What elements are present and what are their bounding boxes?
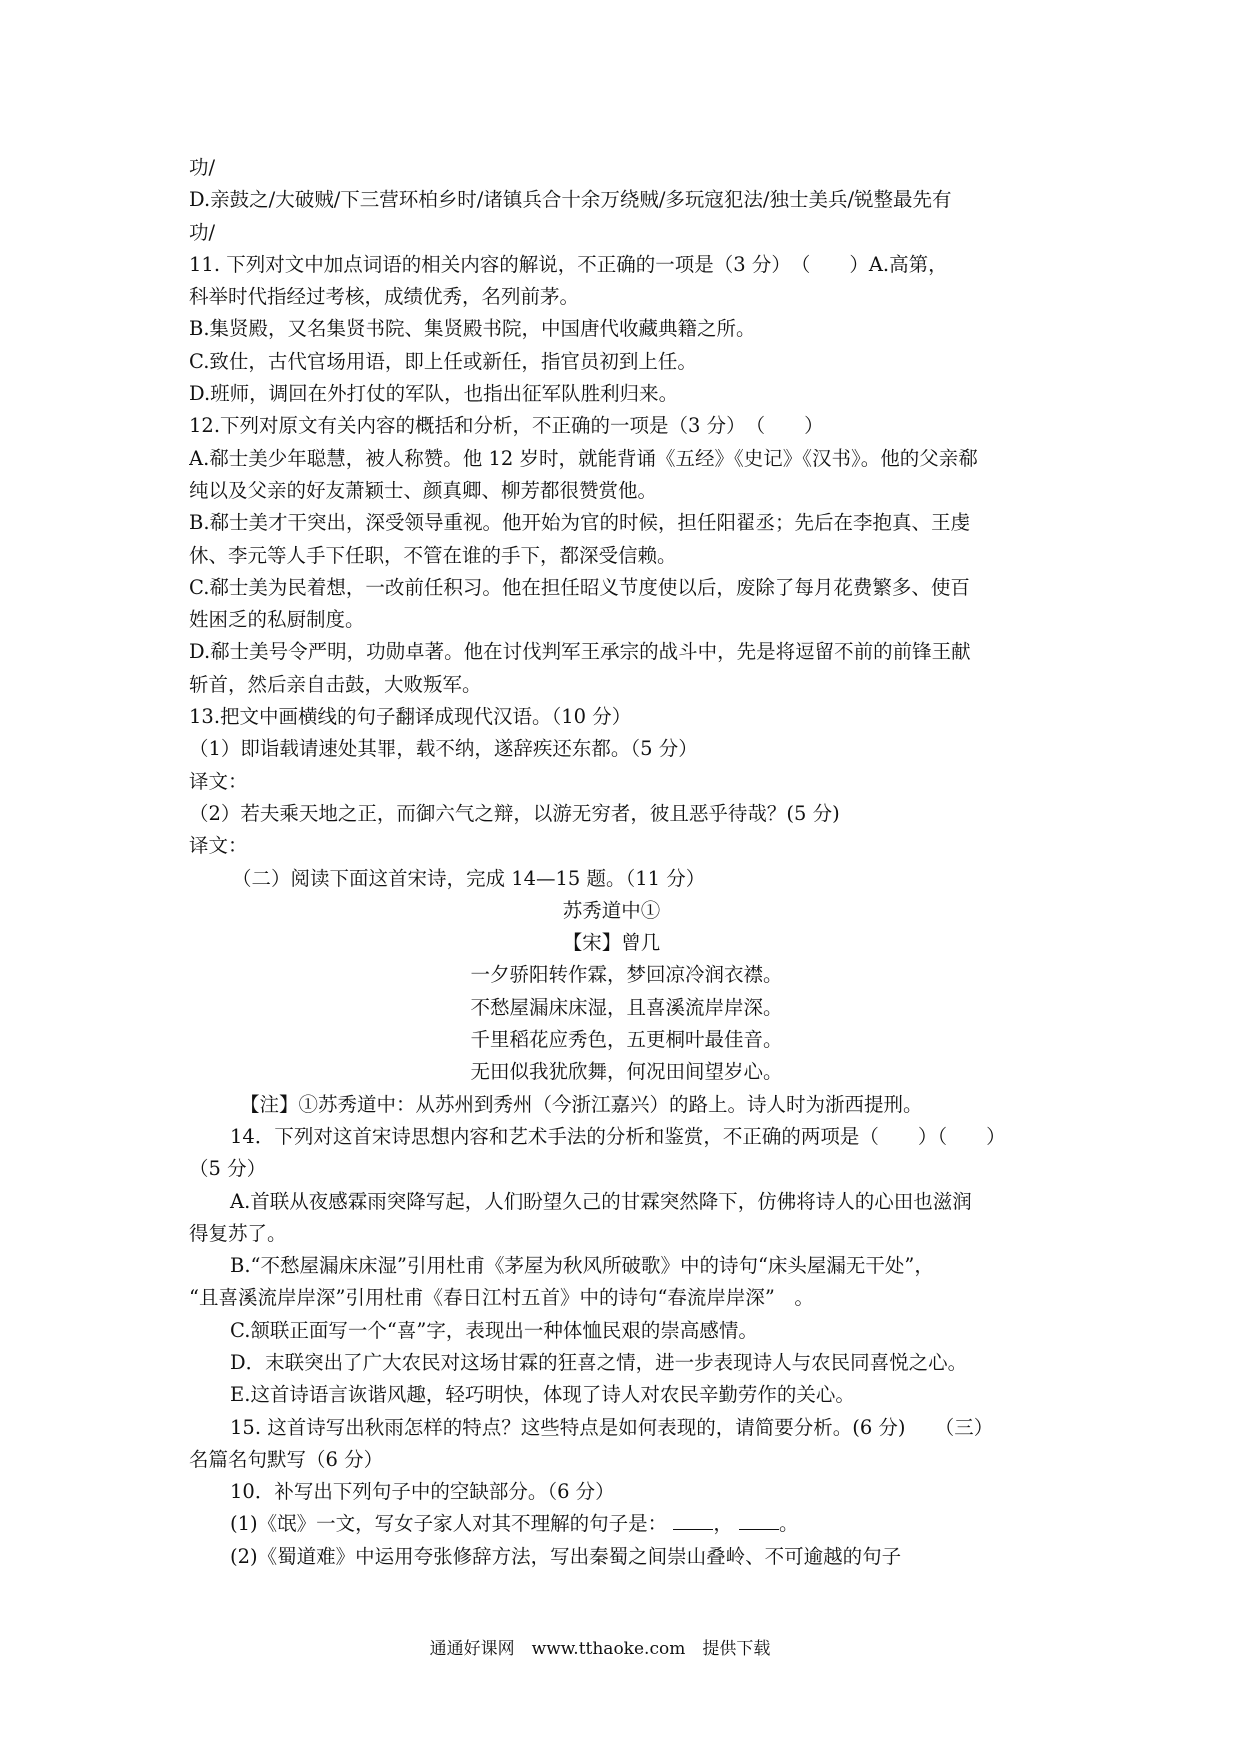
- answer-blank[interactable]: [739, 1511, 779, 1530]
- text-line: 科举时代指经过考核，成绩优秀，名列前茅。: [189, 285, 580, 309]
- text-line: 休、李元等人手下任职，不管在谁的手下，都深受信赖。: [189, 543, 677, 567]
- fill-blank-prompt: (1)《氓》一文，写女子家人对其不理解的句子是：: [230, 1512, 668, 1536]
- question-14-stem: 14．下列对这首宋诗思想内容和艺术手法的分析和鉴赏，不正确的两项是（ ）（ ）: [230, 1124, 1006, 1148]
- poem-verse: 千里稻花应秀色，五更桐叶最佳音。: [470, 1028, 783, 1052]
- blank-end: 。: [779, 1512, 799, 1536]
- option-d: D.郗士美号令严明，功勋卓著。他在讨伐判军王承宗的战斗中，先是将逗留不前的前锋王献: [189, 640, 971, 664]
- text-line: 姓困乏的私厨制度。: [189, 608, 365, 632]
- translation-label: 译文：: [189, 769, 248, 793]
- option-c: C.郗士美为民着想，一改前任积习。他在担任昭义节度使以后，废除了每月花费繁多、使百: [189, 575, 970, 599]
- text-line: 斩首，然后亲自击鼓，大败叛军。: [189, 672, 482, 696]
- translation-label: 译文：: [189, 834, 248, 858]
- section-2-heading: （二）阅读下面这首宋诗，完成 14—15 题。（11 分）: [232, 866, 706, 890]
- poem-verse: 不愁屋漏床床湿，且喜溪流岸岸深。: [470, 995, 783, 1019]
- blank-separator: ，: [713, 1512, 733, 1536]
- answer-blank[interactable]: [673, 1511, 713, 1530]
- poem-note: 【注】①苏秀道中：从苏州到秀州（今浙江嘉兴）的路上。诗人时为浙西提刑。: [240, 1092, 923, 1116]
- option-d: D.班师，调回在外打仗的军队，也指出征军队胜利归来。: [189, 382, 679, 406]
- text-line: （5 分）: [189, 1157, 267, 1181]
- text-line: “且喜溪流岸岸深”引用杜甫《春日江村五首》中的诗句“春流岸岸深” 。: [189, 1286, 814, 1310]
- option-b: B.郗士美才干突出，深受领导重视。他开始为官的时候，担任阳翟丞；先后在李抱真、王虔: [189, 511, 971, 535]
- document-page: [189, 152, 1064, 1573]
- question-11-stem: 11. 下列对文中加点词语的相关内容的解说，不正确的一项是（3 分） （ ）A.高第，: [189, 252, 948, 276]
- option-c: C.颔联正面写一个“喜”字，表现出一种体恤民艰的崇高感情。: [230, 1318, 758, 1342]
- question-15-stem: 15. 这首诗写出秋雨怎样的特点？这些特点是如何表现的，请简要分析。(6 分) （三）: [230, 1415, 994, 1439]
- poem-verse: 一夕骄阳转作霖，梦回凉冷润衣襟。: [470, 963, 783, 987]
- question-12-stem: 12.下列对原文有关内容的概括和分析，不正确的一项是（3 分） （ ）: [189, 414, 824, 438]
- text-line: 功/: [189, 156, 216, 179]
- option-e: E.这首诗语言诙谐风趣，轻巧明快，体现了诗人对农民辛勤劳作的关心。: [230, 1383, 855, 1407]
- option-a: A.郗士美少年聪慧，被人称赞。他 12 岁时，就能背诵《五经》《史记》《汉书》。他的父亲郗: [189, 446, 978, 470]
- fill-blank-item-2: (2)《蜀道难》中运用夸张修辞方法，写出秦蜀之间崇山叠岭、不可逾越的句子: [230, 1544, 902, 1568]
- text-line: D.亲鼓之/大破贼/下三营环柏乡时/诸镇兵合十余万绕贼/多玩寇犯法/独士美兵/锐整最先有: [189, 188, 952, 212]
- question-10-stem: 10．补写出下列句子中的空缺部分。（6 分）: [230, 1480, 615, 1504]
- fill-blank-item-1: [189, 1508, 1064, 1540]
- option-d: D．末联突出了广大农民对这场甘霖的狂喜之情，进一步表现诗人与农民同喜悦之心。: [230, 1350, 968, 1374]
- translation-item-2: （2）若夫乘天地之正，而御六气之辩，以游无穷者，彼且恶乎待哉？(5 分): [189, 801, 840, 825]
- text-line: 功/: [189, 220, 216, 244]
- page-footer: 通通好课网 www.tthaoke.com 提供下载: [429, 1639, 771, 1659]
- option-c: C.致仕，古代官场用语，即上任或新任，指官员初到上任。: [189, 349, 697, 373]
- option-a: A.首联从夜感霖雨突降写起，人们盼望久己的甘霖突然降下，仿佛将诗人的心田也滋润: [230, 1189, 972, 1213]
- poem-verse: 无田似我犹欣舞，何况田间望岁心。: [470, 1060, 783, 1084]
- translation-item-1: （1）即诣载请速处其罪，载不纳，遂辞疾还东都。（5 分）: [189, 737, 698, 761]
- section-3-heading: 名篇名句默写（6 分）: [189, 1447, 384, 1471]
- option-b: B.“不愁屋漏床床湿”引用杜甫《茅屋为秋风所破歌》中的诗句“床头屋漏无干处”，: [230, 1254, 934, 1278]
- option-b: B.集贤殿，又名集贤书院、集贤殿书院，中国唐代收藏典籍之所。: [189, 317, 756, 341]
- question-13-stem: 13.把文中画横线的句子翻译成现代汉语。（10 分）: [189, 705, 632, 729]
- poem-title: 苏秀道中①: [562, 898, 661, 922]
- text-line: 得复苏了。: [189, 1221, 287, 1245]
- text-line: 纯以及父亲的好友萧颖士、颜真卿、柳芳都很赞赏他。: [189, 478, 658, 502]
- poem-author: 【宋】曾几: [562, 931, 661, 955]
